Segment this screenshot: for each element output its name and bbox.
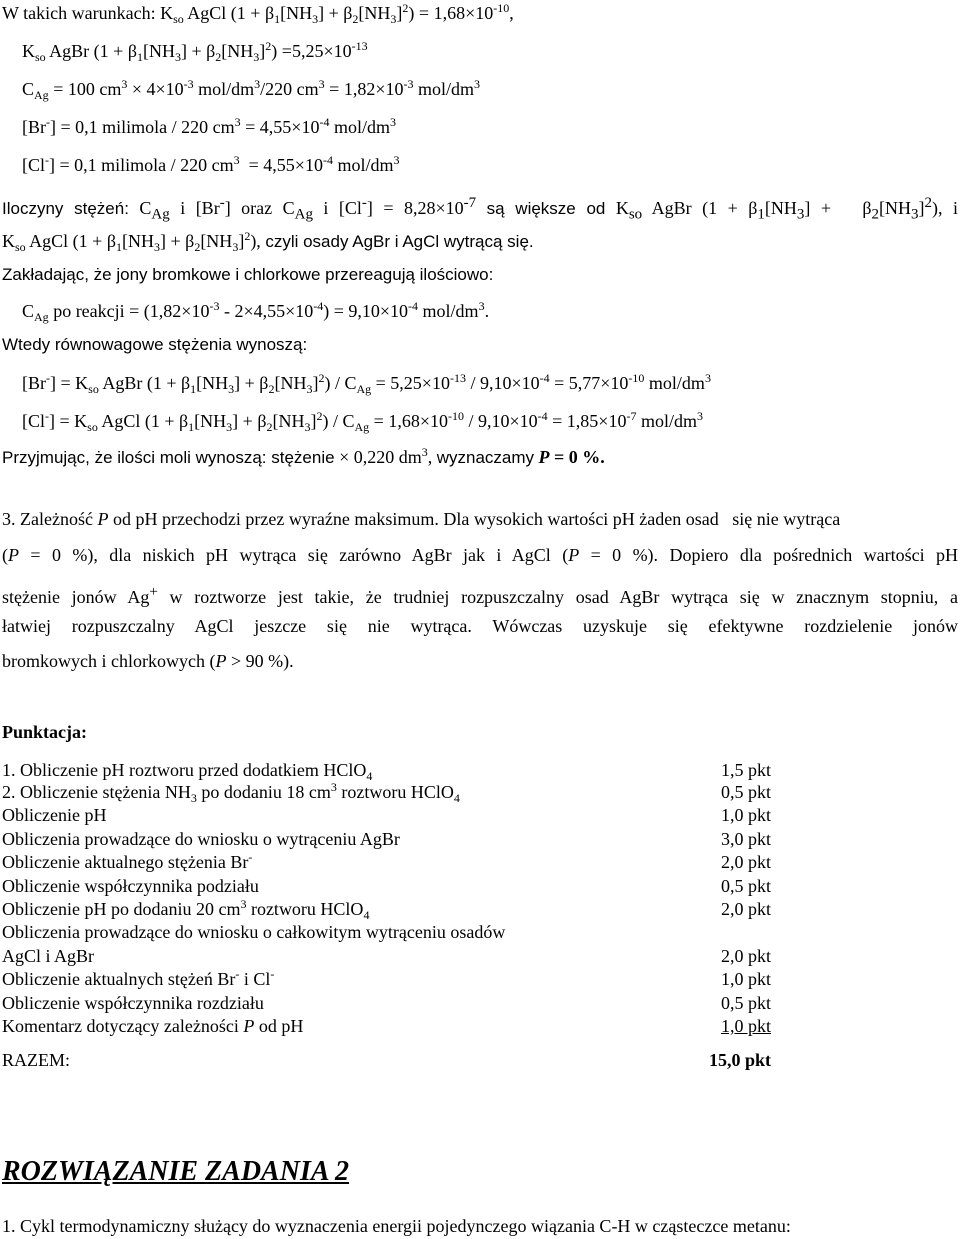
equation-c-ag-after: $C_{Ag}$ po reakcji = $(1,82\times 10^{-3} - 2\times 4,55\times 10^{-4}) = 9,10\times 10^{-4}$ mol/$dm^3$. xyxy=(22,299,490,324)
paragraph-ion-product-line1: Iloczyny stężeń: $C_{Ag}$ i [Br-] oraz $C_{Ag}$ i $[Cl^-] = 8,28\times 10^{-7}$ są większe od $K_{so}$ AgBr $(1 + \beta_1[NH_3] + \beta_2[NH_3]^2)$, i xyxy=(2,195,959,223)
scoring-item-label: Komentarz dotyczący zależności P od pH xyxy=(2,1016,304,1036)
scoring-item-label: 2. Obliczenie stężenia $NH_3$ po dodaniu 18 $cm^3$ roztworu HClO$_4$ xyxy=(2,780,460,805)
scoring-title: Punktacja: xyxy=(2,722,87,742)
paragraph-assumption: Zakładając, że jony bromkowe i chlorkowe przereagują ilościowo: xyxy=(2,265,494,284)
equation-br-equilibrium: $[Br^-] = K_{so}$ AgBr $(1 + \beta_1[NH_3] + \beta_2[NH_3]^2) / C_{Ag} = 5,25\times 10^{-13} / 9,10\times 10^{-4} = 5,77\times 10^{-10}$ mol/$dm^3$ xyxy=(22,371,711,396)
scoring-item-label: Obliczenie pH po dodaniu 20 $cm^3$ roztworu HClO$_4$ xyxy=(2,897,370,922)
paragraph-ph-dependence-line1: 3. Zależność P od pH przechodzi przez wyraźne maksimum. Dla wysokich wartości pH żaden osad się nie wytrąca xyxy=(2,509,841,529)
scoring-total-label: RAZEM: xyxy=(2,1050,71,1070)
scoring-item-label: AgCl i AgBr xyxy=(2,946,95,966)
paragraph-ion-product-line2: $K_{so}$ AgCl $(1 + \beta_1[NH_3] + \beta_2[NH_3]^2)$, czyli osady AgBr i AgCl wytrącą się. xyxy=(2,229,534,254)
scoring-item-points: 2,0 pkt xyxy=(720,899,771,919)
scoring-item-label: Obliczenie pH xyxy=(2,805,107,825)
next-task-first-line: 1. Cykl termodynamiczny służący do wyznaczenia energii pojedynczego wiązania C-H w cząsteczce metanu: xyxy=(2,1216,791,1236)
paragraph-ph-dependence-line4: łatwiej rozpuszczalny AgCl jeszcze się nie wytrąca. Wówczas uzyskuje się efektywne rozdzielenie jonów xyxy=(2,616,958,636)
scoring-item-label: Obliczenie aktualnego stężenia Br- xyxy=(2,850,253,872)
paragraph-conclusion-p0: Przyjmując, że ilości moli wynoszą: stężenie × 0,220 $dm^3$, wyznaczamy P = 0 %. xyxy=(2,445,605,467)
equation-c-ag: $C_{Ag} = 100$ $cm^3 \times 4\times 10^{-3}$ mol/$dm^3/220$ $cm^3 = 1,82\times 10^{-3}$ mol/$dm^3$ xyxy=(22,77,480,102)
scoring-item-label: Obliczenie współczynnika podziału xyxy=(2,876,259,896)
scoring-total-points: 15,0 pkt xyxy=(708,1050,771,1070)
paragraph-ph-dependence-line3: stężenie jonów Ag+ w roztworze jest takie, że trudniej rozpuszczalny osad AgBr wytrąca się w znacznym stopniu, a xyxy=(2,584,958,607)
scoring-item-points: 2,0 pkt xyxy=(720,852,771,872)
scoring-item-points: 2,0 pkt xyxy=(720,946,771,966)
scoring-item-points: 1,0 pkt xyxy=(720,969,771,989)
scoring-item-label: Obliczenia prowadzące do wniosku o wytrąceniu AgBr xyxy=(2,829,400,849)
scoring-item-points: 0,5 pkt xyxy=(720,876,771,896)
scoring-item-points: 1,0 pkt xyxy=(720,805,771,825)
paragraph-ph-dependence-line2: (P = 0 %), dla niskich pH wytrąca się zarówno AgBr jak i AgCl (P = 0 %). Dopiero dla pośrednich wartości pH xyxy=(2,545,958,565)
scoring-item-label: Obliczenia prowadzące do wniosku o całkowitym wytrąceniu osadów xyxy=(2,922,506,942)
scoring-item-label: Obliczenie aktualnych stężeń Br- i Cl- xyxy=(2,967,275,989)
next-task-heading: ROZWIĄZANIE ZADANIA 2 xyxy=(2,1156,349,1187)
paragraph-ph-dependence-line5: bromkowych i chlorkowych (P > 90 %). xyxy=(2,651,294,671)
equation-ksp-agbr: $K_{so}$ AgBr $(1 + \beta_1[NH_3] + \beta_2[NH_3]^2) =5,25\times 10^{-13}$ xyxy=(22,39,368,64)
equation-cl-equilibrium: $[Cl^-] = K_{so}$ AgCl $(1 + \beta_1[NH_3] + \beta_2[NH_3]^2) / C_{Ag} = 1,68\times 10^{-10} / 9,10\times 10^{-4} = 1,85\times 10^{-7}$ mol/$dm^3$ xyxy=(22,409,703,434)
scoring-item-points: 3,0 pkt xyxy=(720,829,771,849)
scoring-item-label: Obliczenie współczynnika rozdziału xyxy=(2,993,264,1013)
equation-cl-conc: [Cl-] = 0,1 milimola / 220 $cm^3 = 4,55\times 10^{-4}$ mol/$dm^3$ xyxy=(22,153,400,175)
scoring-item-points: 1,5 pkt xyxy=(720,760,771,780)
scoring-item-label: 1. Obliczenie pH roztworu przed dodatkiem HClO$_4$ xyxy=(2,760,373,783)
paragraph-equilibrium-intro: Wtedy równowagowe stężenia wynoszą: xyxy=(2,335,308,354)
scoring-item-points: 0,5 pkt xyxy=(720,993,771,1013)
scoring-item-points: 0,5 pkt xyxy=(720,782,771,802)
equation-br-conc: [Br-] = 0,1 milimola / 220 $cm^3 = 4,55\times 10^{-4}$ mol/$dm^3$ xyxy=(22,115,396,137)
equation-ksp-agcl: W takich warunkach: $K_{so}$ AgCl $(1 + \beta_1[NH_3] + \beta_2[NH_3]^2) = 1,68\times 10^{-10}$, xyxy=(2,1,514,26)
scoring-item-points: 1,0 pkt xyxy=(720,1016,771,1036)
